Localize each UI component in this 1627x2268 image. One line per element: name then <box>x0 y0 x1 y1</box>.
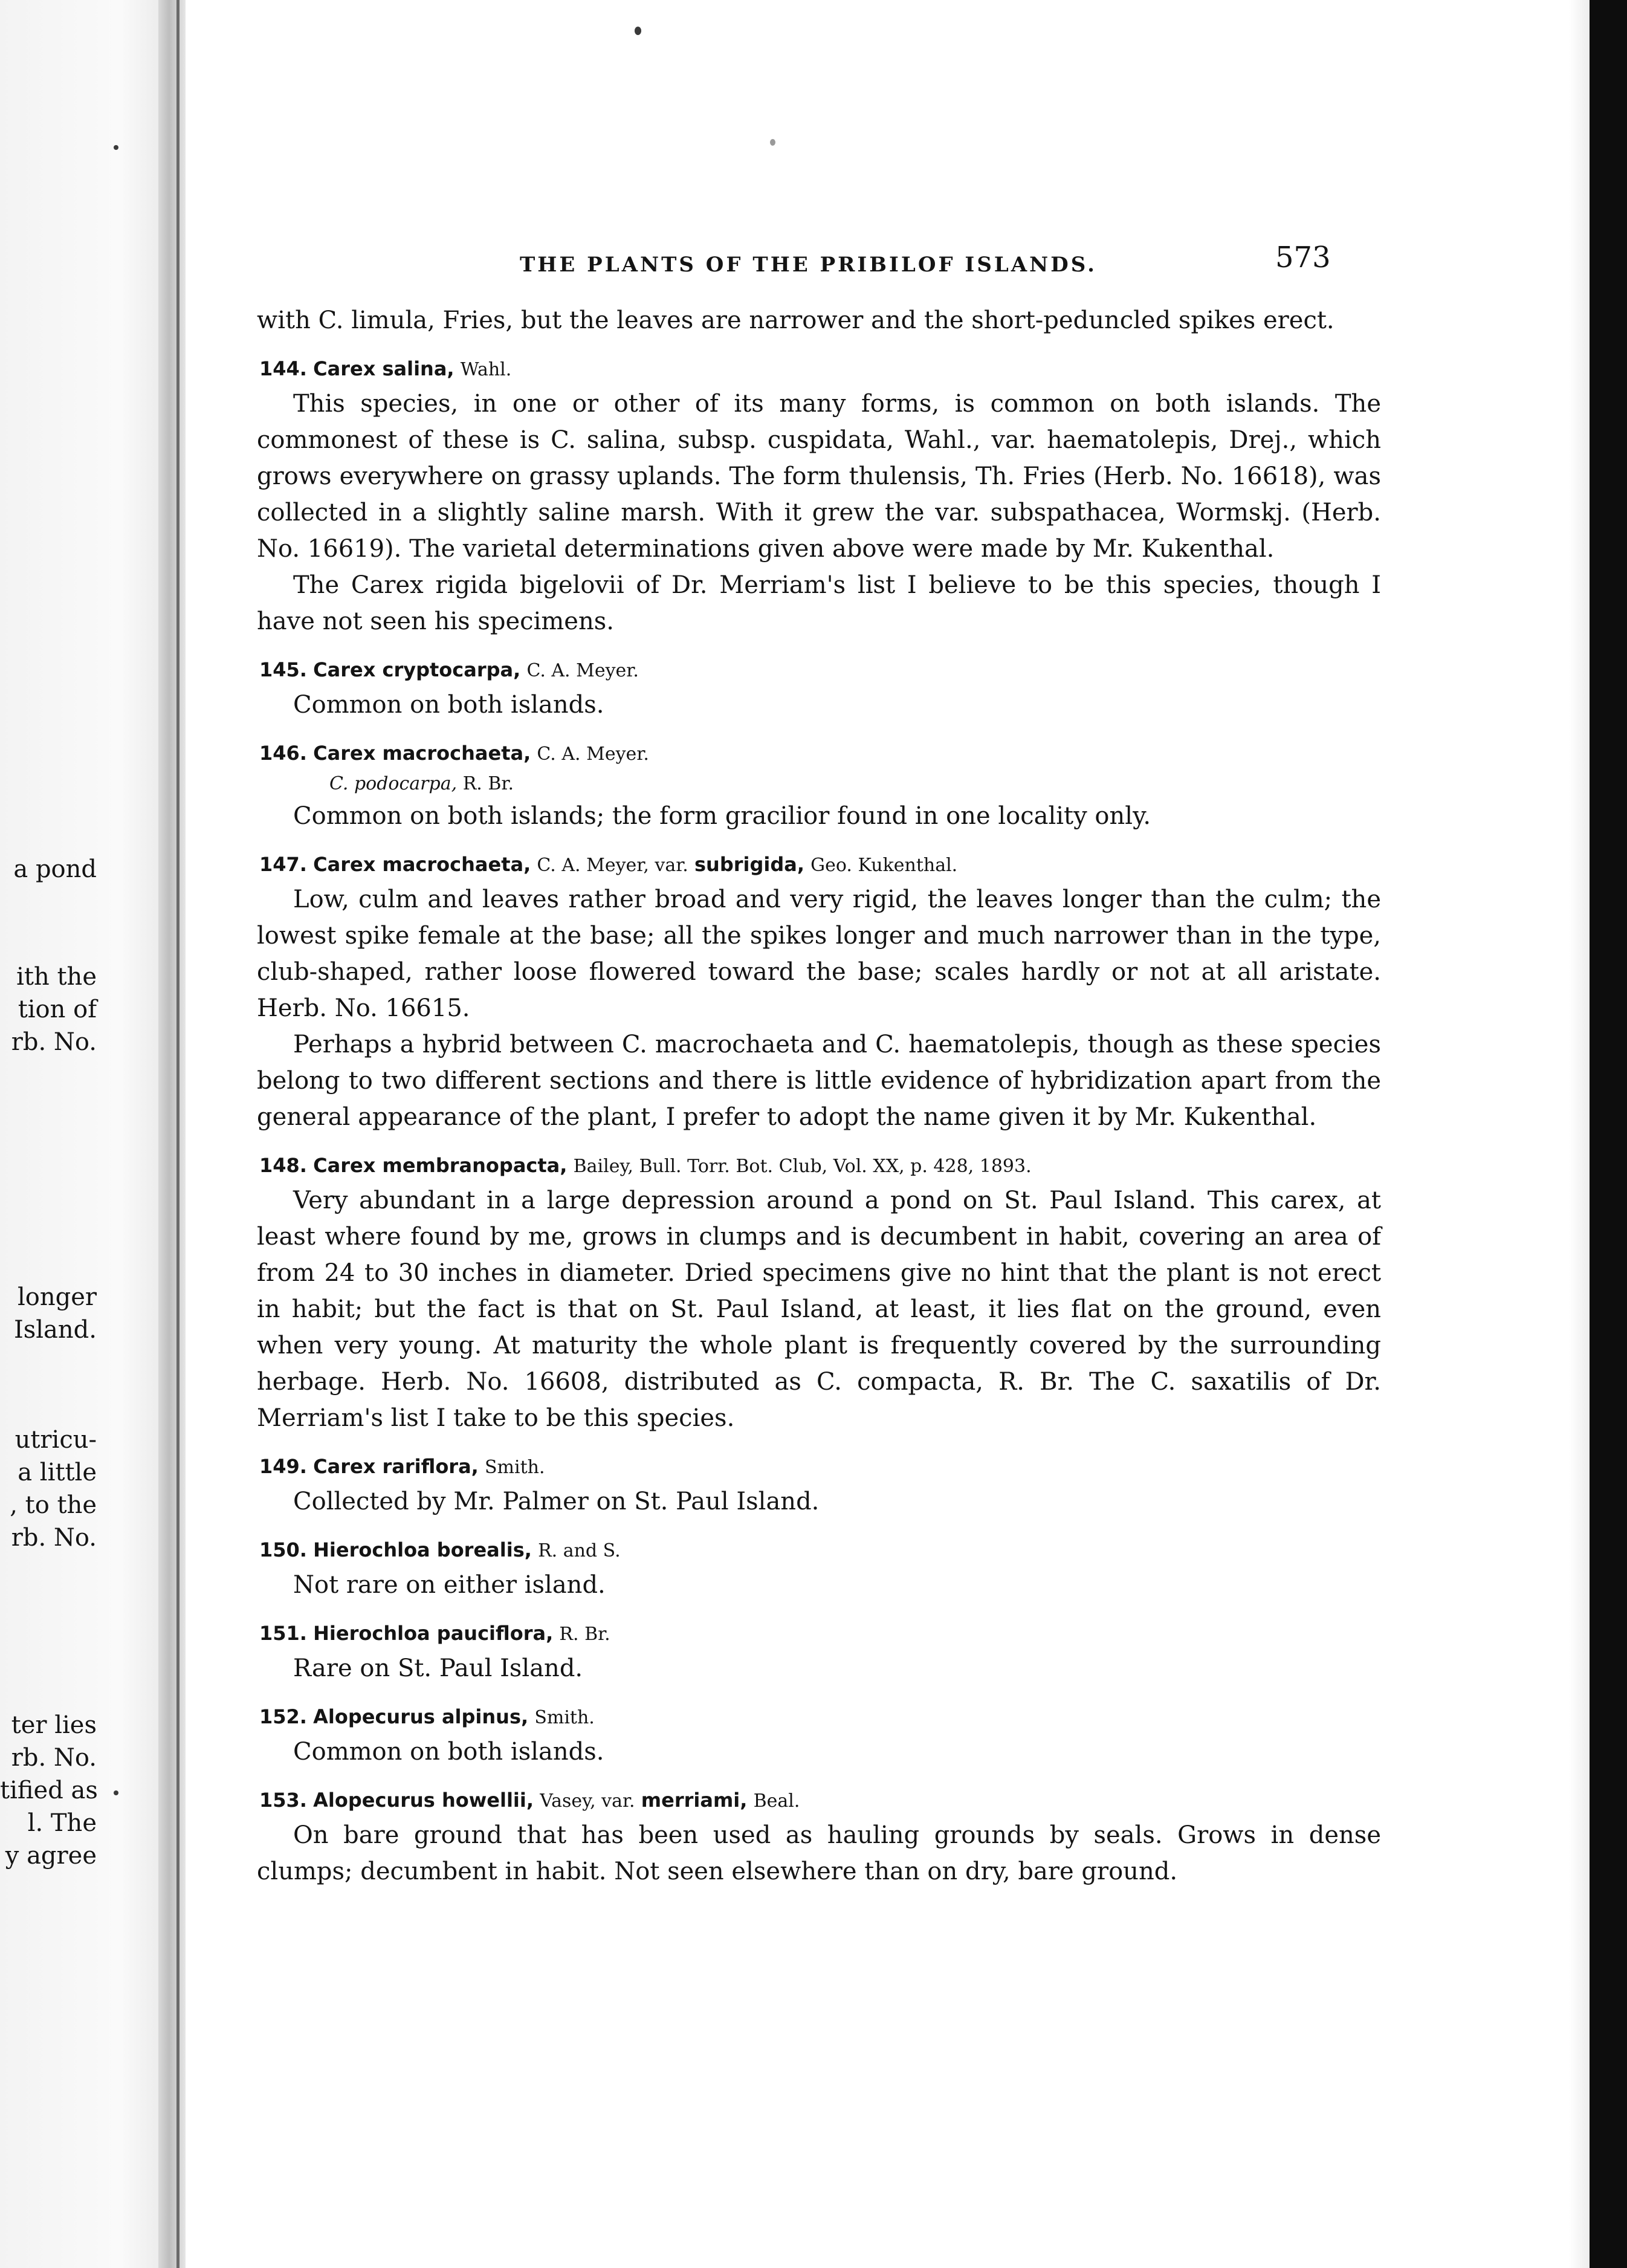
species-entry-144 <box>257 353 1381 640</box>
left-page-fragment: rb. No. <box>11 1028 97 1056</box>
entry-heading <box>259 1784 1381 1817</box>
entry-heading <box>259 654 1381 687</box>
entry-paragraph: Common on both islands. <box>293 691 604 719</box>
species-authority: R. and S. <box>538 1540 621 1561</box>
entry-paragraph: Collected by Mr. Palmer on St. Paul Island. <box>293 1488 820 1515</box>
species-authority: Wahl. <box>460 359 512 380</box>
entry-paragraph: Low, culm and leaves rather broad and very rigid, the leaves longer than the culm; the lowest spike female at the base; all the spikes longer and much narrower than in the type, club-shaped, rather loose flowered toward the base; scales hardly or not at all aristate. Herb. No. 16615. <box>257 886 1381 1022</box>
species-entry-147 <box>257 849 1381 1135</box>
species-name: Carex rariflora, <box>313 1455 479 1478</box>
entry-heading <box>259 1451 1381 1483</box>
entry-heading <box>259 353 1381 386</box>
entry-number: 147. <box>259 853 307 876</box>
entry-paragraph: This species, in one or other of its many forms, is common on both islands. The commonest of these is C. salina, subsp. cuspidata, Wahl., var. haematolepis, Drej., which grows everywhere on grassy uplands. The form thulensis, Th. Fries (Herb. No. 16618), was collected in a slightly saline marsh. With it grew the var. subspathacea, Wormskj. (Herb. No. 16619). The varietal determinations given above were made by Mr. Kukenthal. <box>257 390 1381 563</box>
entry-number: 144. <box>259 357 307 380</box>
entry-number: 148. <box>259 1154 307 1177</box>
entry-paragraph: Rare on St. Paul Island. <box>293 1654 583 1682</box>
species-name: Carex macrochaeta, <box>313 853 531 876</box>
species-entry-149 <box>257 1451 1381 1520</box>
ink-speck <box>770 139 775 146</box>
ink-speck <box>114 1790 118 1795</box>
species-entry-151 <box>257 1618 1381 1686</box>
entry-paragraph: On bare ground that has been used as hauling grounds by seals. Grows in dense clumps; decumbent in habit. Not seen elsewhere than on dry, bare ground. <box>257 1821 1381 1885</box>
species-name: Carex salina, <box>313 357 454 380</box>
species-name: Carex cryptocarpa, <box>313 658 521 681</box>
species-name: Carex macrochaeta, <box>313 742 531 765</box>
left-page-fragment: , to the <box>10 1491 97 1519</box>
left-page-fragment: utricu- <box>15 1426 97 1454</box>
species-name: Alopecurus alpinus, <box>313 1705 529 1728</box>
continued-paragraph: with C. limula, Fries, but the leaves are narrower and the short-peduncled spikes erect. <box>257 306 1334 334</box>
left-page-fragment: tified as <box>0 1777 98 1804</box>
species-authority: Smith. <box>534 1707 595 1728</box>
species-entry-150 <box>257 1534 1381 1603</box>
entry-paragraph: Not rare on either island. <box>293 1571 606 1599</box>
entry-paragraph: Common on both islands. <box>293 1738 604 1766</box>
species-entry-146 <box>257 737 1381 834</box>
page-body <box>257 302 1381 1890</box>
left-page-fragment: longer <box>17 1283 97 1311</box>
species-entry-153 <box>257 1784 1381 1890</box>
entry-number: 153. <box>259 1789 307 1812</box>
species-authority: Smith. <box>485 1457 545 1478</box>
variety-name: merriami, <box>641 1789 748 1812</box>
left-page-fragment: ith the <box>16 963 97 991</box>
species-entry-152 <box>257 1701 1381 1770</box>
left-page-fragment: rb. No. <box>11 1744 97 1772</box>
species-entry-148 <box>257 1150 1381 1436</box>
left-page-fragment: rb. No. <box>11 1524 97 1552</box>
entry-number: 145. <box>259 658 307 681</box>
species-name: Alopecurus howellii, <box>313 1789 534 1812</box>
left-page-fragment: Island. <box>13 1316 97 1344</box>
species-name: Carex membranopacta, <box>313 1154 568 1177</box>
running-header: THE PLANTS OF THE PRIBILOF ISLANDS. <box>520 253 1097 277</box>
variety-name: subrigida, <box>694 853 804 876</box>
left-page-fragment: l. The <box>27 1809 97 1837</box>
left-page-fragment: a little <box>18 1459 97 1486</box>
ink-speck <box>114 145 118 150</box>
left-page-edge <box>0 0 172 2268</box>
synonym-line <box>329 770 1381 798</box>
entry-number: 152. <box>259 1705 307 1728</box>
synonym-name: C. podocarpa, <box>329 773 458 794</box>
species-authority: C. A. Meyer. <box>526 660 639 681</box>
entry-heading <box>259 1534 1381 1567</box>
entry-number: 149. <box>259 1455 307 1478</box>
entry-heading <box>259 737 1381 770</box>
entry-number: 150. <box>259 1538 307 1561</box>
species-entry-145 <box>257 654 1381 723</box>
left-page-fragment: ter lies <box>11 1711 97 1739</box>
ink-speck <box>635 27 641 35</box>
entry-heading <box>259 1618 1381 1650</box>
book-gutter <box>158 0 186 2268</box>
species-authority: R. Br. <box>559 1624 610 1645</box>
entry-paragraph: Common on both islands; the form gracilior found in one locality only. <box>293 802 1151 830</box>
entry-paragraph: Very abundant in a large depression around a pond on St. Paul Island. This carex, at least where found by me, grows in clumps and is decumbent in habit, covering an area of from 24 to 30 inches in diameter. Dried specimens give no hint that the plant is not erect in habit; but the fact is that on St. Paul Island, at least, it lies flat on the ground, even when very young. At maturity the whole plant is frequently covered by the surrounding herbage. Herb. No. 16608, distributed as C. compacta, R. Br. The C. saxatilis of Dr. Merriam's list I take to be this species. <box>257 1187 1381 1432</box>
species-name: Hierochloa pauciflora, <box>313 1622 554 1645</box>
variety-authority: Beal. <box>753 1790 800 1812</box>
species-authority: C. A. Meyer. <box>537 744 649 765</box>
left-page-fragment: y agree <box>5 1842 97 1870</box>
species-authority: C. A. Meyer, var. <box>537 855 688 876</box>
entry-paragraph: The Carex rigida bigelovii of Dr. Merriam's list I believe to be this species, though I have not seen his specimens. <box>257 571 1381 635</box>
page-edge-highlight <box>1569 0 1590 2268</box>
left-page-fragment: tion of <box>18 996 97 1023</box>
synonym-authority: R. Br. <box>462 773 514 794</box>
entry-number: 146. <box>259 742 307 765</box>
page-number: 573 <box>1275 241 1331 274</box>
gutter-shadow-line <box>176 0 180 2268</box>
entry-heading <box>259 1150 1381 1182</box>
entry-heading <box>259 849 1381 881</box>
species-authority: Vasey, var. <box>540 1790 635 1812</box>
species-authority: Bailey, Bull. Torr. Bot. Club, Vol. XX, p. 428, 1893. <box>573 1156 1032 1177</box>
variety-authority: Geo. Kukenthal. <box>810 855 958 876</box>
entry-paragraph: Perhaps a hybrid between C. macrochaeta and C. haematolepis, though as these species belong to two different sections and there is little evidence of hybridization apart from the general appearance of the plant, I prefer to adopt the name given it by Mr. Kukenthal. <box>257 1031 1381 1131</box>
left-page-fragment: a pond <box>13 855 97 883</box>
entry-number: 151. <box>259 1622 307 1645</box>
entry-heading <box>259 1701 1381 1734</box>
species-name: Hierochloa borealis, <box>313 1538 532 1561</box>
scan-border <box>1590 0 1627 2268</box>
